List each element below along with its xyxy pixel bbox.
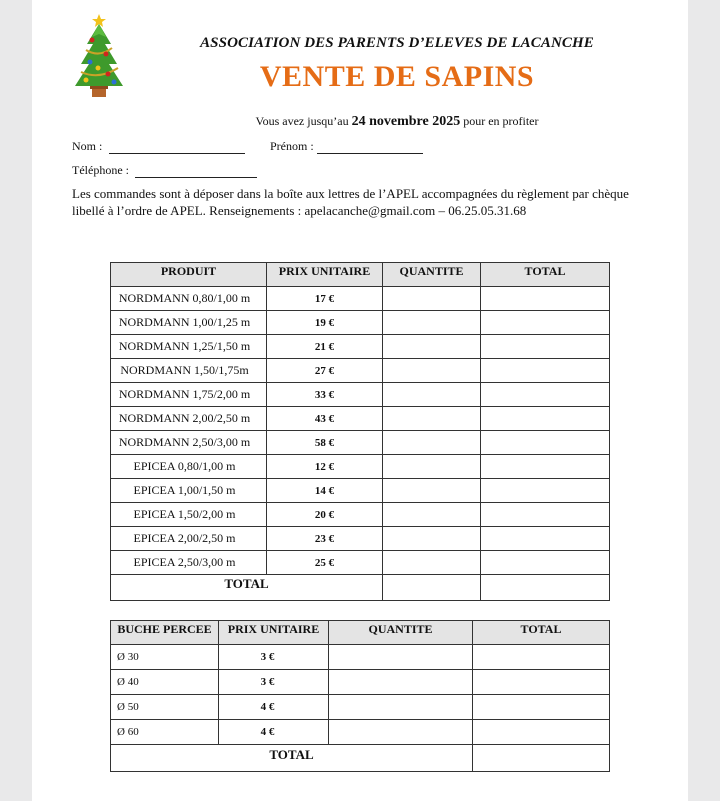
- prix-cell: 27 €: [267, 359, 383, 383]
- table-row: [111, 455, 610, 479]
- prenom-field: [270, 139, 423, 154]
- quantite-cell[interactable]: [383, 431, 481, 455]
- table-row: [111, 720, 610, 745]
- header-produit: PRODUIT: [111, 263, 267, 287]
- quantite-cell[interactable]: [383, 287, 481, 311]
- prix-cell: 25 €: [267, 551, 383, 575]
- table-row: [111, 503, 610, 527]
- table-row: [111, 335, 610, 359]
- total-cell[interactable]: [473, 645, 610, 670]
- header-prix-unitaire: PRIX UNITAIRE: [219, 621, 329, 645]
- buches-body: [111, 645, 610, 745]
- sapins-header-row: [111, 263, 610, 287]
- sapins-total-label: TOTAL: [111, 575, 383, 601]
- quantite-cell[interactable]: [383, 407, 481, 431]
- nom-line[interactable]: [109, 141, 245, 154]
- sapins-total-row: [111, 575, 610, 601]
- table-row: [111, 311, 610, 335]
- quantite-cell[interactable]: [383, 503, 481, 527]
- association-name: ASSOCIATION DES PARENTS D’ELEVES DE LACANCHE: [200, 35, 594, 51]
- sapins-table: [110, 262, 610, 601]
- produit-cell: NORDMANN 2,00/2,50 m: [111, 407, 267, 431]
- header-buche-percee: BUCHE PERCEE: [111, 621, 219, 645]
- table-row: [111, 670, 610, 695]
- prenom-line[interactable]: [317, 141, 423, 154]
- table-row: [111, 383, 610, 407]
- quantite-cell[interactable]: [329, 695, 473, 720]
- total-cell[interactable]: [473, 670, 610, 695]
- buches-table: [110, 620, 610, 772]
- total-cell[interactable]: [481, 431, 610, 455]
- quantite-cell[interactable]: [329, 720, 473, 745]
- table-row: [111, 431, 610, 455]
- buches-total-label: TOTAL: [111, 745, 473, 772]
- buches-total-row: [111, 745, 610, 772]
- total-cell[interactable]: [481, 311, 610, 335]
- prenom-label: Prénom :: [270, 139, 314, 153]
- prix-cell: 14 €: [267, 479, 383, 503]
- prix-cell: 33 €: [267, 383, 383, 407]
- header-quantite: QUANTITE: [383, 263, 481, 287]
- produit-cell: EPICEA 2,50/3,00 m: [111, 551, 267, 575]
- sapins-body: [111, 287, 610, 575]
- quantite-cell[interactable]: [383, 551, 481, 575]
- total-cell[interactable]: [481, 527, 610, 551]
- quantite-cell[interactable]: [383, 455, 481, 479]
- total-cell[interactable]: [481, 407, 610, 431]
- quantite-cell[interactable]: [383, 359, 481, 383]
- produit-cell: NORDMANN 1,50/1,75m: [111, 359, 267, 383]
- sapins-total-quantite[interactable]: [383, 575, 481, 601]
- diametre-cell: Ø 30: [111, 645, 219, 670]
- produit-cell: NORDMANN 2,50/3,00 m: [111, 431, 267, 455]
- table-row: [111, 287, 610, 311]
- produit-cell: NORDMANN 1,75/2,00 m: [111, 383, 267, 407]
- table-row: [111, 695, 610, 720]
- page-title: VENTE DE SAPINS: [259, 60, 535, 93]
- deadline-prefix: Vous avez jusqu’au: [255, 114, 349, 128]
- instructions-text: Les commandes sont à déposer dans la boîte aux lettres de l’APEL accompagnées du règlement par chèque libellé à l’ordre de APEL. Renseignements : apelacanche@gmail.com – 06.25.05.31.68: [72, 186, 629, 218]
- produit-cell: EPICEA 2,00/2,50 m: [111, 527, 267, 551]
- diametre-cell: Ø 40: [111, 670, 219, 695]
- total-cell[interactable]: [481, 383, 610, 407]
- quantite-cell[interactable]: [383, 527, 481, 551]
- quantite-cell[interactable]: [383, 311, 481, 335]
- header-total: TOTAL: [473, 621, 610, 645]
- prix-cell: 3 €: [219, 645, 329, 670]
- total-cell[interactable]: [473, 695, 610, 720]
- telephone-label: Téléphone :: [72, 163, 129, 177]
- telephone-field: [72, 163, 257, 178]
- quantite-cell[interactable]: [383, 479, 481, 503]
- prix-cell: 4 €: [219, 695, 329, 720]
- diametre-cell: Ø 60: [111, 720, 219, 745]
- prix-cell: 23 €: [267, 527, 383, 551]
- deadline-suffix: pour en profiter: [463, 114, 539, 128]
- table-row: [111, 645, 610, 670]
- quantite-cell[interactable]: [383, 383, 481, 407]
- deadline-date: 24 novembre 2025: [351, 114, 461, 129]
- prix-cell: 12 €: [267, 455, 383, 479]
- nom-label: Nom :: [72, 139, 103, 153]
- produit-cell: EPICEA 1,50/2,00 m: [111, 503, 267, 527]
- total-cell[interactable]: [473, 720, 610, 745]
- header-quantite: QUANTITE: [329, 621, 473, 645]
- diametre-cell: Ø 50: [111, 695, 219, 720]
- table-row: [111, 479, 610, 503]
- document-page: [32, 0, 688, 801]
- quantite-cell[interactable]: [383, 335, 481, 359]
- prix-cell: 17 €: [267, 287, 383, 311]
- total-cell[interactable]: [481, 455, 610, 479]
- quantite-cell[interactable]: [329, 645, 473, 670]
- table-row: [111, 527, 610, 551]
- prix-cell: 3 €: [219, 670, 329, 695]
- table-row: [111, 407, 610, 431]
- header-total: TOTAL: [481, 263, 610, 287]
- header-prix-unitaire: PRIX UNITAIRE: [267, 263, 383, 287]
- table-row: [111, 359, 610, 383]
- nom-field: [72, 139, 245, 154]
- telephone-line[interactable]: [135, 165, 257, 178]
- produit-cell: NORDMANN 1,00/1,25 m: [111, 311, 267, 335]
- prix-cell: 43 €: [267, 407, 383, 431]
- prix-cell: 58 €: [267, 431, 383, 455]
- buches-total-value[interactable]: [473, 745, 610, 772]
- table-row: [111, 551, 610, 575]
- total-cell[interactable]: [481, 287, 610, 311]
- total-cell[interactable]: [481, 551, 610, 575]
- prix-cell: 19 €: [267, 311, 383, 335]
- produit-cell: NORDMANN 0,80/1,00 m: [111, 287, 267, 311]
- deadline-line: [32, 114, 688, 130]
- total-cell[interactable]: [481, 503, 610, 527]
- prix-cell: 21 €: [267, 335, 383, 359]
- total-cell[interactable]: [481, 479, 610, 503]
- prix-cell: 20 €: [267, 503, 383, 527]
- buches-header-row: [111, 621, 610, 645]
- sapins-total-value[interactable]: [481, 575, 610, 601]
- produit-cell: EPICEA 0,80/1,00 m: [111, 455, 267, 479]
- total-cell[interactable]: [481, 359, 610, 383]
- prix-cell: 4 €: [219, 720, 329, 745]
- produit-cell: EPICEA 1,00/1,50 m: [111, 479, 267, 503]
- quantite-cell[interactable]: [329, 670, 473, 695]
- total-cell[interactable]: [481, 335, 610, 359]
- produit-cell: NORDMANN 1,25/1,50 m: [111, 335, 267, 359]
